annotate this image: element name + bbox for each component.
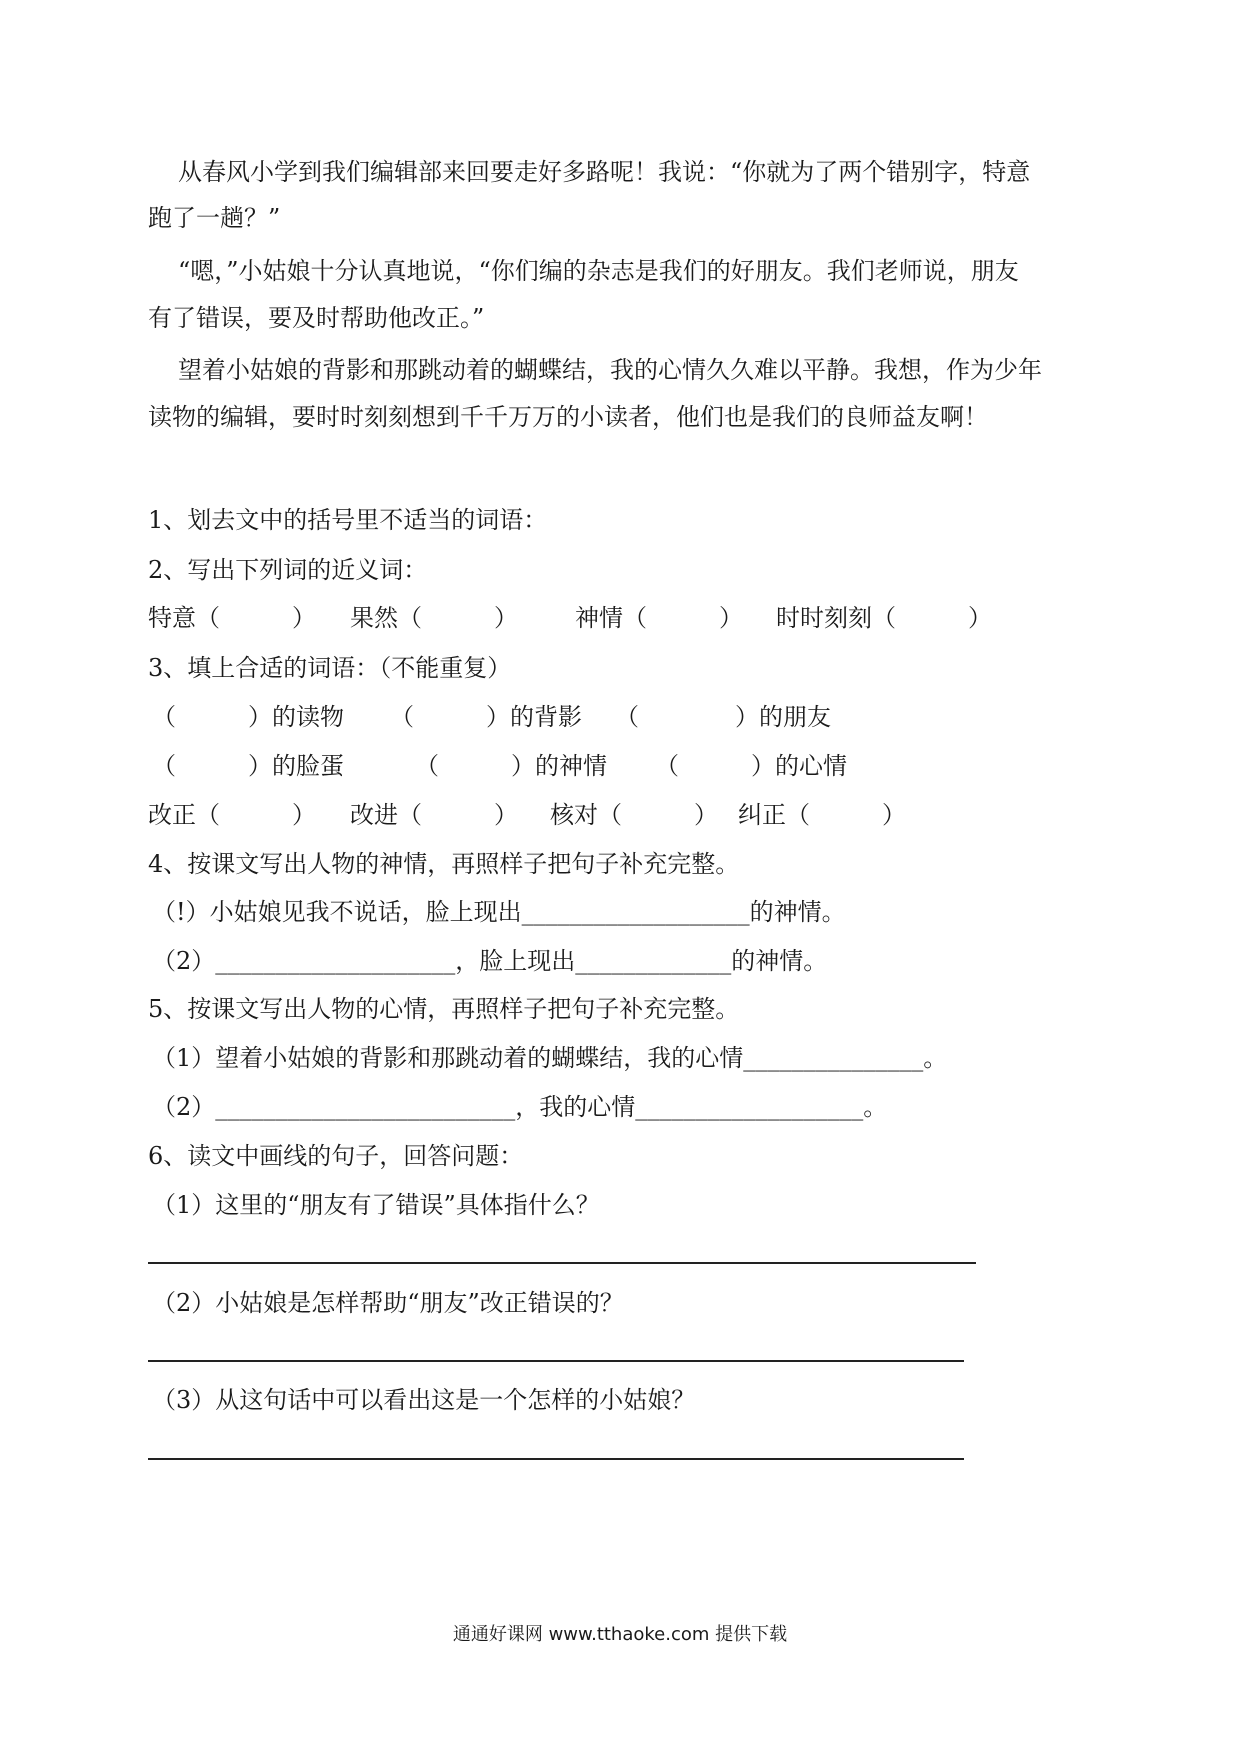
answer-line[interactable] (148, 1458, 964, 1460)
question-6-1: （1）这里的“朋友有了错误”具体指什么？ (152, 1191, 600, 1219)
passage-line-2: 跑了一趟？” (148, 204, 281, 232)
passage-line-4: 有了错误，要及时帮助他改正。” (148, 304, 485, 332)
answer-line[interactable] (148, 1262, 976, 1264)
fill-word-item: 核对（ ） (550, 801, 718, 829)
synonym-item: 特意（ ） (148, 604, 316, 632)
footer-credit: 通通好课网 www.tthaoke.com 提供下载 (452, 1624, 788, 1645)
question-6: 6、读文中画线的句子，回答问题： (148, 1142, 524, 1170)
fill-word-item: 改进（ ） (350, 801, 518, 829)
question-4-2: （2）____________________，脸上现出_____________的神情。 (152, 947, 828, 975)
question-6-3: （3）从这句话中可以看出这是一个怎样的小姑娘？ (152, 1386, 696, 1414)
question-4-1: （!）小姑娘见我不说话，脸上现出___________________的神情。 (152, 898, 846, 926)
question-3: 3、填上合适的词语：（不能重复） (148, 654, 512, 682)
synonym-item: 神情（ ） (575, 604, 743, 632)
fill-word-item: （ ）的读物 (152, 703, 344, 731)
fill-word-item: （ ）的心情 (655, 752, 847, 780)
passage-line-3: “嗯，”小姑娘十分认真地说，“你们编的杂志是我们的好朋友。我们老师说，朋友 (178, 257, 1019, 285)
fill-word-item: （ ）的脸蛋 (152, 752, 344, 780)
fill-word-item: 改正（ ） (148, 801, 316, 829)
passage-line-6: 读物的编辑，要时时刻刻想到千千万万的小读者，他们也是我们的良师益友啊！ (148, 403, 988, 431)
question-5-2: （2）_________________________，我的心情___________________。 (152, 1093, 888, 1121)
fill-word-item: 纠正（ ） (738, 801, 906, 829)
synonym-item: 时时刻刻（ ） (776, 604, 992, 632)
question-1: 1、划去文中的括号里不适当的词语： (148, 506, 548, 534)
passage-line-5: 望着小姑娘的背影和那跳动着的蝴蝶结，我的心情久久难以平静。我想，作为少年 (178, 356, 1042, 384)
fill-word-item: （ ）的神情 (415, 752, 607, 780)
answer-line[interactable] (148, 1360, 964, 1362)
passage-line-1: 从春风小学到我们编辑部来回要走好多路呢！我说：“你就为了两个错别字，特意 (178, 158, 1031, 186)
synonym-item: 果然（ ） (350, 604, 518, 632)
fill-word-item: （ ）的朋友 (615, 703, 831, 731)
question-2: 2、写出下列词的近义词： (148, 556, 428, 584)
fill-word-item: （ ）的背影 (390, 703, 582, 731)
question-4: 4、按课文写出人物的神情，再照样子把句子补充完整。 (148, 850, 740, 878)
question-5: 5、按课文写出人物的心情，再照样子把句子补充完整。 (148, 995, 740, 1023)
question-5-1: （1）望着小姑娘的背影和那跳动着的蝴蝶结，我的心情_______________。 (152, 1044, 948, 1072)
question-6-2: （2）小姑娘是怎样帮助“朋友”改正错误的？ (152, 1289, 624, 1317)
